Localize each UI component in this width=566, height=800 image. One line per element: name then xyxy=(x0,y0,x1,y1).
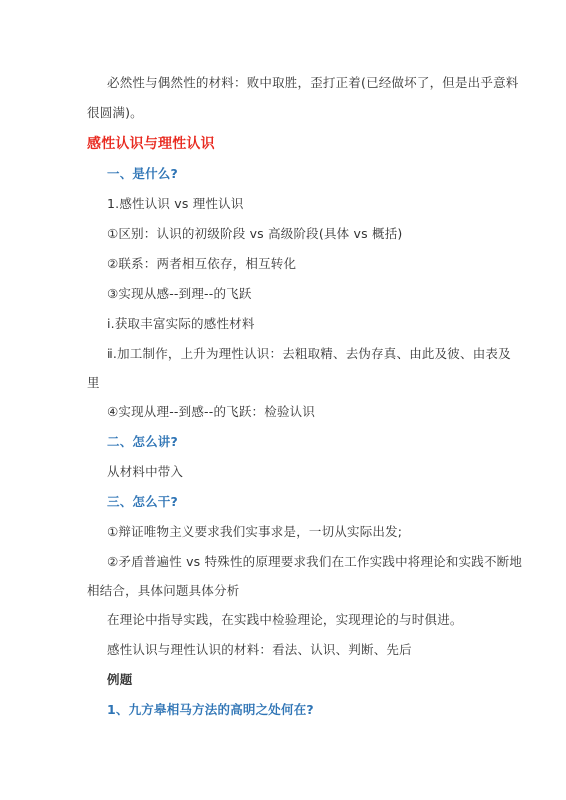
list-item: ②矛盾普遍性 vs 特殊性的原理要求我们在工作实践中将理论和实践不断地 xyxy=(107,554,523,569)
list-item: 相结合，具体问题具体分析 xyxy=(87,583,240,598)
list-item: ③实现从感--到理--的飞跃 xyxy=(107,286,252,301)
list-item: ②联系：两者相互依存，相互转化 xyxy=(107,256,297,271)
list-item: ⅰ.获取丰富实际的感性材料 xyxy=(107,316,255,331)
paragraph-line: 很圆满)。 xyxy=(87,105,143,120)
example-label: 例题 xyxy=(107,672,133,687)
section-title: 感性认识与理性认识 xyxy=(87,136,215,152)
paragraph-line: 必然性与偶然性的材料：败中取胜，歪打正着(已经做坏了，但是出乎意料 xyxy=(107,75,519,90)
list-item: ①辩证唯物主义要求我们实事求是，一切从实际出发; xyxy=(107,524,403,539)
list-item: ①区别：认识的初级阶段 vs 高级阶段(具体 vs 概括) xyxy=(107,226,403,241)
list-item: 从材料中带入 xyxy=(107,464,184,479)
subheading-what: 一、是什么? xyxy=(107,166,178,181)
subheading-how-to-say: 二、怎么讲? xyxy=(107,434,178,449)
list-item: 感性认识与理性认识的材料：看法、认识、判断、先后 xyxy=(107,642,412,657)
list-item: 1.感性认识 vs 理性认识 xyxy=(107,196,244,211)
example-question: 1、九方皋相马方法的高明之处何在? xyxy=(107,702,314,717)
list-item: 在理论中指导实践，在实践中检验理论，实现理论的与时俱进。 xyxy=(107,612,463,627)
subheading-how-to-do: 三、怎么干? xyxy=(107,494,178,509)
list-item: ⅱ.加工制作，上升为理性认识：去粗取精、去伪存真、由此及彼、由表及 xyxy=(107,346,511,361)
list-item: 里 xyxy=(87,375,100,390)
list-item: ④实现从理--到感--的飞跃：检验认识 xyxy=(107,404,316,419)
